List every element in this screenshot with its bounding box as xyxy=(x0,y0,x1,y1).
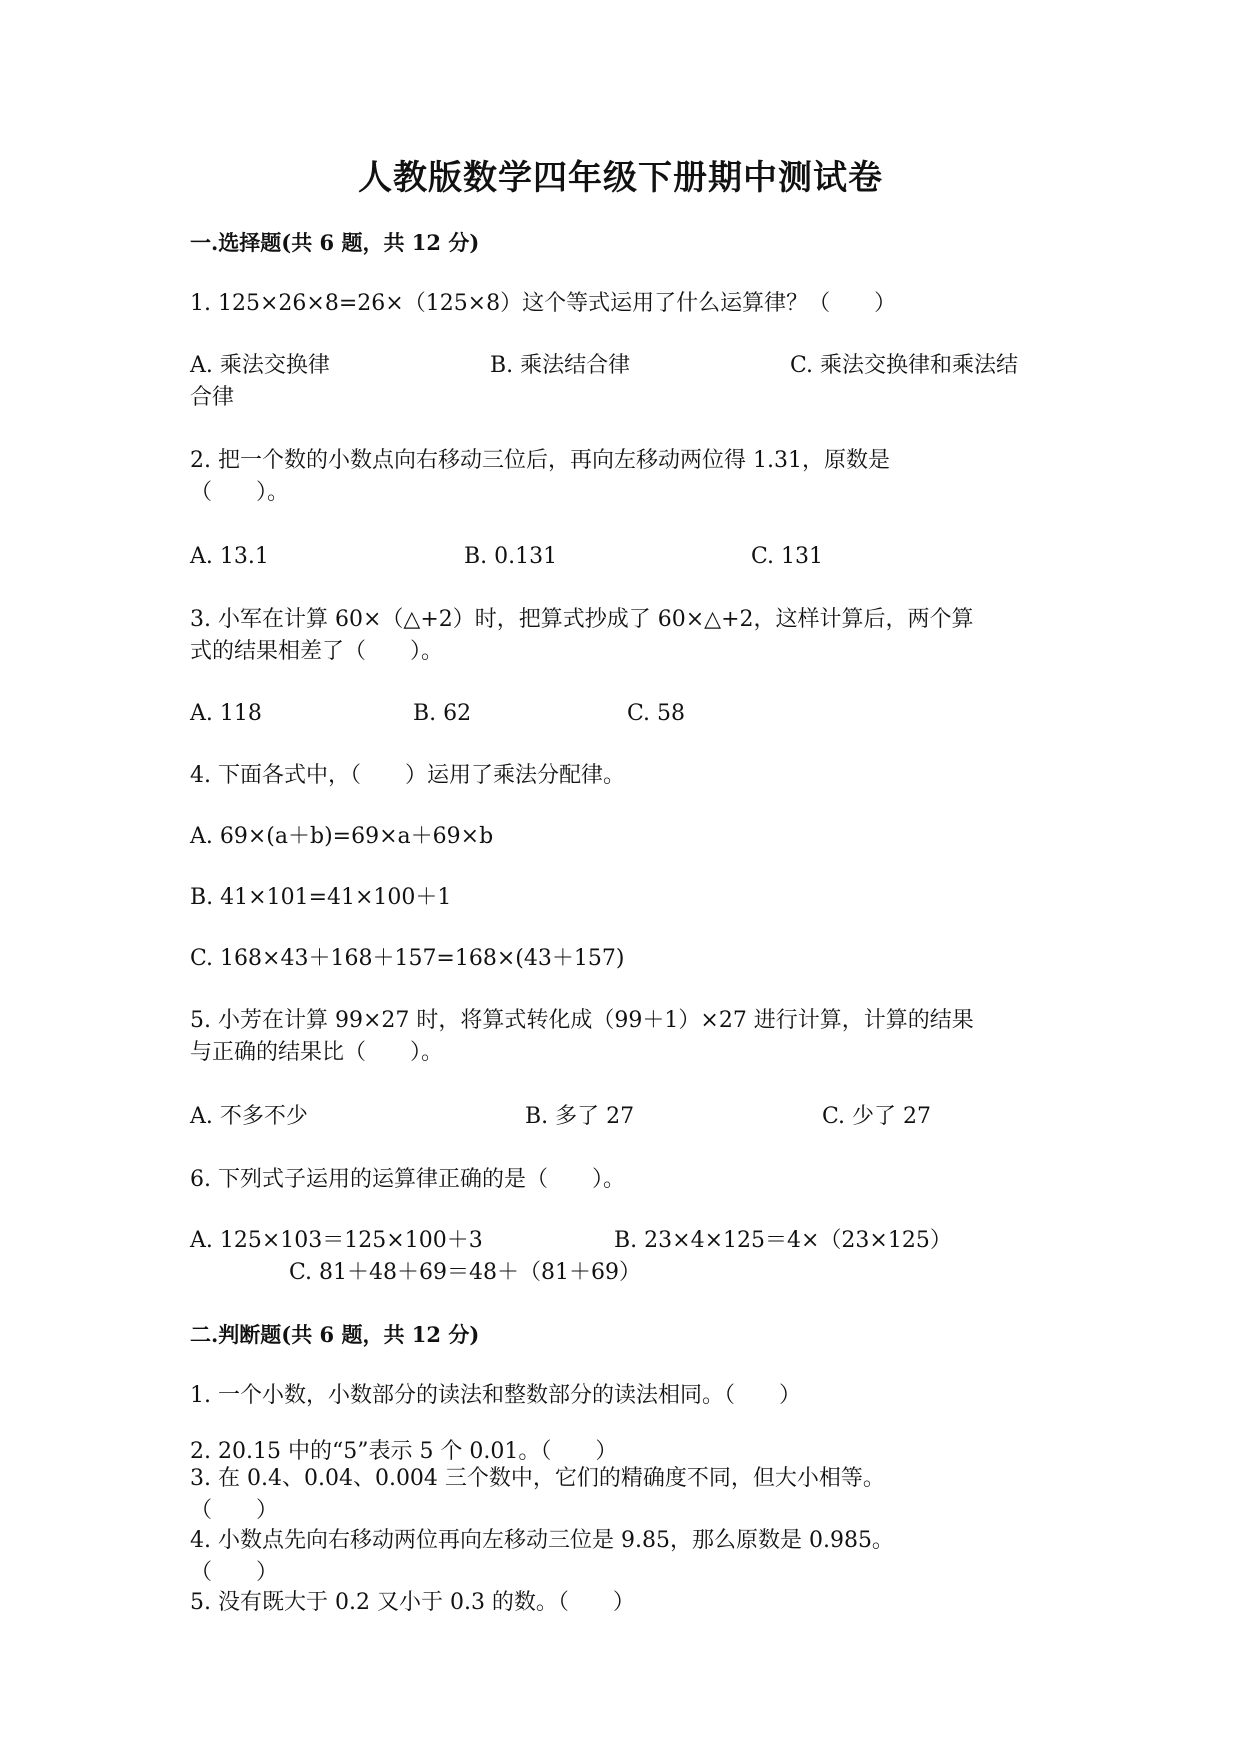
question-3-option-b: B. 62 xyxy=(413,701,472,726)
page-title: 人教版数学四年级下册期中测试卷 xyxy=(358,158,883,198)
question-4-option-c: C. 168×43＋168＋157=168×(43＋157) xyxy=(190,946,625,971)
question-1-option-a: A. 乘法交换律 xyxy=(190,353,330,378)
question-6-option-b: B. 23×4×125＝4×（23×125） xyxy=(614,1228,952,1253)
question-5-option-c: C. 少了 27 xyxy=(822,1104,932,1129)
question-1-option-c: C. 乘法交换律和乘法结 xyxy=(790,353,1019,378)
question-4-stem: 4. 下面各式中，（ ）运用了乘法分配律。 xyxy=(190,763,625,788)
section-heading-judgement: 二.判断题(共 6 题，共 12 分) xyxy=(190,1322,480,1347)
question-3-stem-cont: 式的结果相差了（ ）。 xyxy=(190,639,444,664)
question-6-option-c: C. 81＋48＋69＝48＋（81＋69） xyxy=(289,1260,642,1285)
question-2-option-b: B. 0.131 xyxy=(464,544,558,569)
question-1-option-c-cont: 合律 xyxy=(190,385,235,410)
question-3-option-c: C. 58 xyxy=(627,701,686,726)
question-2-option-c: C. 131 xyxy=(751,544,824,569)
judgement-item-4-cont: （ ） xyxy=(190,1560,279,1585)
question-1-option-b: B. 乘法结合律 xyxy=(490,353,631,378)
question-3-stem: 3. 小军在计算 60×（△+2）时，把算式抄成了 60×△+2，这样计算后，两个算 xyxy=(190,607,974,632)
question-2-stem: 2. 把一个数的小数点向右移动三位后，再向左移动两位得 1.31，原数是 xyxy=(190,448,890,473)
judgement-item-2: 2. 20.15 中的“5”表示 5 个 0.01。（ ） xyxy=(190,1439,618,1464)
question-1-stem: 1. 125×26×8=26×（125×8）这个等式运用了什么运算律？（ ） xyxy=(190,291,897,316)
section-heading-choice: 一.选择题(共 6 题，共 12 分) xyxy=(190,230,480,255)
judgement-item-3: 3. 在 0.4、0.04、0.004 三个数中，它们的精确度不同，但大小相等。 xyxy=(190,1466,885,1491)
question-5-option-b: B. 多了 27 xyxy=(525,1104,635,1129)
judgement-item-3-cont: （ ） xyxy=(190,1498,279,1523)
question-2-option-a: A. 13.1 xyxy=(190,544,269,569)
question-5-stem-cont: 与正确的结果比（ ）。 xyxy=(190,1040,444,1065)
question-4-option-a: A. 69×(a＋b)=69×a＋69×b xyxy=(190,824,494,849)
judgement-item-1: 1. 一个小数，小数部分的读法和整数部分的读法相同。（ ） xyxy=(190,1383,801,1408)
judgement-item-4: 4. 小数点先向右移动两位再向左移动三位是 9.85，那么原数是 0.985。 xyxy=(190,1528,894,1553)
question-5-stem: 5. 小芳在计算 99×27 时，将算式转化成（99＋1）×27 进行计算，计算的结果 xyxy=(190,1008,974,1033)
question-2-stem-cont: （ ）。 xyxy=(190,480,290,505)
question-5-option-a: A. 不多不少 xyxy=(190,1104,308,1129)
question-6-stem: 6. 下列式子运用的运算律正确的是（ ）。 xyxy=(190,1167,625,1192)
judgement-item-5: 5. 没有既大于 0.2 又小于 0.3 的数。（ ） xyxy=(190,1590,635,1615)
question-3-option-a: A. 118 xyxy=(190,701,262,726)
question-6-option-a: A. 125×103＝125×100＋3 xyxy=(190,1228,483,1253)
question-4-option-b: B. 41×101=41×100＋1 xyxy=(190,885,452,910)
